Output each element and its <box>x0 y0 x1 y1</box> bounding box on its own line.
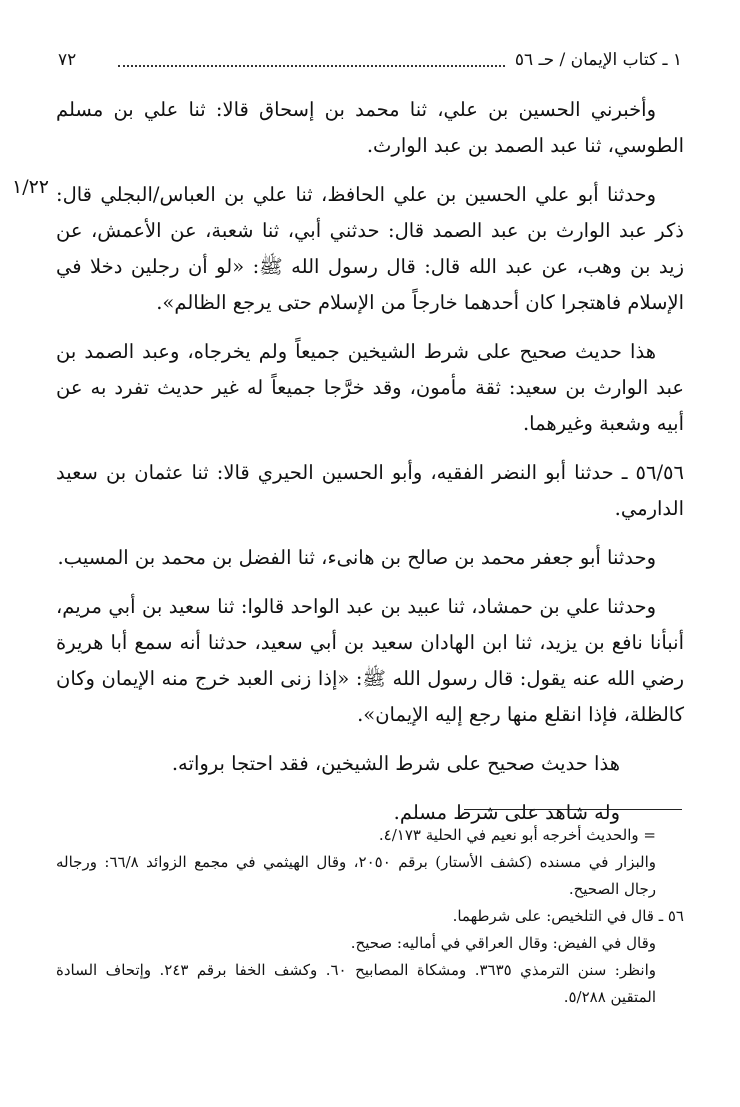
main-text <box>56 92 684 844</box>
running-title: ١ ـ كتاب الإيمان / حـ ٥٦ <box>514 50 682 70</box>
paragraph: وحدثنا أبو علي الحسين بن علي الحافظ، ثنا علي بن العباس/البجلي قال: ذكر عبد الوارث بن عبد الصمد قال: حدثني أبي، ثنا شعبة، عن الأعمش، عن زيد بن وهب، عن عبد الله قال: قال رسول الله ﷺ: «لو أن رجلين دخلا في الإسلام فاهتجرا كان أحدهما خارجاً من الإسلام حتى يرجع الظالم». <box>56 183 684 314</box>
paragraph: وحدثنا علي بن حمشاد، ثنا عبيد بن عبد الواحد قالوا: ثنا سعيد بن أبي مريم، أنبأنا نافع بن يزيد، ثنا ابن الهادان سعيد بن أبي سعيد، حدثنا أنه سمع أبا هريرة رضي الله عنه يقول: قال رسول الله ﷺ: «إذا زنى العبد خرج منه الإيمان وكان كالظلة، فإذا انقلع منها رجع إليه الإيمان». <box>56 595 684 726</box>
footnote-line: = والحديث أخرجه أبو نعيم في الحلية ٤/١٧٣. <box>378 826 656 844</box>
paragraph: وله شاهد على شرط مسلم. <box>393 801 620 824</box>
footnote-separator <box>464 809 682 810</box>
margin-folio-reference: ١/٢٢ <box>12 176 50 198</box>
footnote-line: والبزار في مسنده (كشف الأستار) برقم ٢٠٥٠، وقال الهيثمي في مجمع الزوائد ٦٦/٨: ورجاله رجال الصحيح. <box>56 853 657 898</box>
hadith-56-paragraph: ٥٦/٥٦ ـ حدثنا أبو النضر الفقيه، وأبو الحسين الحيري قالا: ثنا عثمان بن سعيد الدارمي. <box>56 461 684 520</box>
paragraph: وحدثنا أبو جعفر محمد بن صالح بن هانىء، ثنا الفضل بن محمد بن المسيب. <box>57 546 656 569</box>
paragraph: هذا حديث صحيح على شرط الشيخين، فقد احتجا برواته. <box>171 752 620 775</box>
paragraph: هذا حديث صحيح على شرط الشيخين جميعاً ولم يخرجاه، وعبد الصمد بن عبد الوارث بن سعيد: ثقة مأمون، وقد خرَّجا جميعاً له غير حديث تفرد به عن أبيه وشعبة وغيرهما. <box>56 340 684 435</box>
page-number: ٧٢ <box>58 50 77 70</box>
footnote-line: وقال في الفيض: وقال العراقي في أماليه: صحيح. <box>350 934 656 952</box>
paragraph: وأخبرني الحسين بن علي، ثنا محمد بن إسحاق قالا: ثنا علي بن مسلم الطوسي، ثنا عبد الصمد بن عبد الوارث. <box>56 98 684 157</box>
footnotes <box>56 822 684 1011</box>
footnote-line: وانظر: سنن الترمذي ٣٦٣٥. ومشكاة المصابيح ٦٠. وكشف الخفا برقم ٢٤٣. وإتحاف السادة المتقين ٥/٢٨٨. <box>56 961 656 1006</box>
page-header <box>58 44 682 76</box>
footnote-line: ٥٦ ـ قال في التلخيص: على شرطهما. <box>452 907 684 925</box>
header-dotted-leader <box>118 65 505 67</box>
